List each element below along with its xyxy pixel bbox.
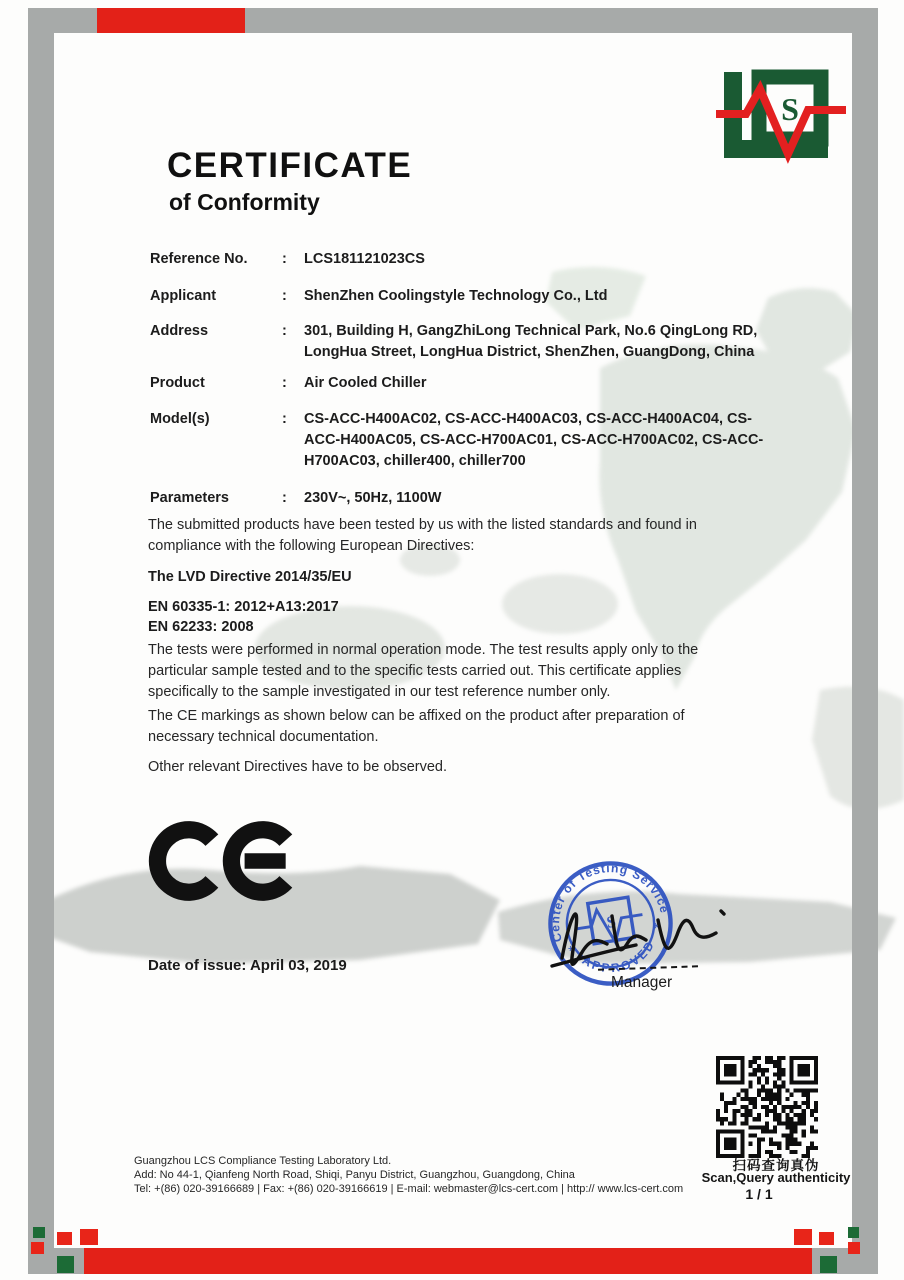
field-label: Applicant <box>150 288 217 304</box>
field-label: Product <box>150 375 205 391</box>
field-row-product <box>150 373 790 394</box>
corner-mark <box>848 1227 859 1238</box>
date-of-issue: Date of issue: April 03, 2019 <box>148 957 347 974</box>
field-value: LCS181121023CS <box>304 251 425 267</box>
qr-caption-chinese: 扫码查询真伪 <box>732 1158 820 1173</box>
stamp-text-top: Center of Testing Service <box>548 861 672 944</box>
frame-left <box>28 8 54 1274</box>
field-colon: : <box>282 490 287 506</box>
field-colon: : <box>282 288 287 304</box>
field-colon: : <box>282 375 287 391</box>
footer-company: Guangzhou LCS Compliance Testing Laboratory Ltd. <box>134 1155 392 1167</box>
field-row-parameters <box>150 488 790 509</box>
field-label: Address <box>150 323 209 339</box>
qr-caption-english: Scan,Query authenticity <box>701 1170 851 1185</box>
stamp-star-left: * <box>567 943 577 961</box>
field-value: CS-ACC-H400AC02, CS-ACC-H400AC03, CS-ACC-H400AC04, CS-ACC-H400AC05, CS-ACC-H700AC01, CS-ACC-H700AC02, CS-ACC-H700AC03, chiller400, chiller700 <box>304 411 764 469</box>
frame-top-red-segment <box>97 8 245 33</box>
lcs-logo <box>716 62 846 167</box>
stamp-star-right: * <box>652 920 662 938</box>
field-value: Air Cooled Chiller <box>304 375 427 391</box>
field-row-address <box>150 321 790 363</box>
corner-mark <box>794 1229 812 1245</box>
ce-letter-c <box>157 830 211 892</box>
field-colon: : <box>282 251 287 267</box>
stamp-text-bottom: APPROVED <box>579 937 658 976</box>
field-colon: : <box>282 411 287 427</box>
footer-address: Add: No 44-1, Qianfeng North Road, Shiqi, Panyu District, Guangzhou, Guangdong, China <box>134 1168 575 1181</box>
corner-mark <box>57 1256 74 1273</box>
ce-mark <box>146 810 298 912</box>
field-value: ShenZhen Coolingstyle Technology Co., Ltd <box>304 288 608 304</box>
footer-block <box>134 1155 714 1196</box>
field-row-reference <box>150 249 790 270</box>
corner-mark <box>57 1232 72 1245</box>
paragraph-tests: The tests were performed in normal operation mode. The test results apply only to the particular sample tested and to the specific tests carried out. This certificate applies specifically to the sample investigated in our test reference number only. <box>148 642 699 700</box>
signer-title: Manager <box>611 974 673 991</box>
stamp-logo-letter: S <box>605 911 618 932</box>
standard-line-1: EN 60335-1: 2012+A13:2017 <box>148 599 339 615</box>
field-value: 230V~, 50Hz, 1100W <box>304 490 442 506</box>
logo-letter-s: S <box>781 91 799 127</box>
field-label: Model(s) <box>150 411 210 427</box>
frame-bottom-red-segment <box>84 1248 812 1274</box>
corner-mark <box>31 1242 44 1254</box>
field-colon: : <box>282 323 287 339</box>
directive-line: The LVD Directive 2014/35/EU <box>148 569 352 585</box>
field-value: 301, Building H, GangZhiLong Technical Park, No.6 QingLong RD, LongHua Street, LongHua District, ShenZhen, GuangDong, China <box>304 323 758 360</box>
field-label: Parameters <box>150 490 229 506</box>
certificate-subtitle: of Conformity <box>169 189 320 215</box>
signature <box>548 882 738 987</box>
field-label: Reference No. <box>150 251 248 267</box>
field-row-applicant <box>150 286 790 307</box>
field-row-models <box>150 409 790 472</box>
paragraph-ce-markings: The CE markings as shown below can be affixed on the product after preparation of necessary technical documentation. <box>148 708 685 745</box>
corner-mark <box>80 1229 98 1245</box>
footer-contacts: Tel: +(86) 020-39166689 | Fax: +(86) 020-39166619 | E-mail: webmaster@lcs-cert.com | http:// www.lcs-cert.com <box>134 1182 684 1195</box>
corner-mark <box>820 1256 837 1273</box>
paragraph-intro: The submitted products have been tested by us with the listed standards and found in compliance with the following European Directives: <box>148 517 697 554</box>
corner-mark <box>819 1232 834 1245</box>
paragraph-other-directives: Other relevant Directives have to be observed. <box>148 759 448 775</box>
page-number: 1 / 1 <box>745 1186 773 1202</box>
corner-mark <box>848 1242 860 1254</box>
qr-code <box>716 1056 818 1158</box>
certificate-title: CERTIFICATE <box>167 146 413 185</box>
frame-right <box>852 8 878 1274</box>
standard-line-2: EN 62233: 2008 <box>148 619 254 635</box>
corner-mark <box>33 1227 45 1238</box>
